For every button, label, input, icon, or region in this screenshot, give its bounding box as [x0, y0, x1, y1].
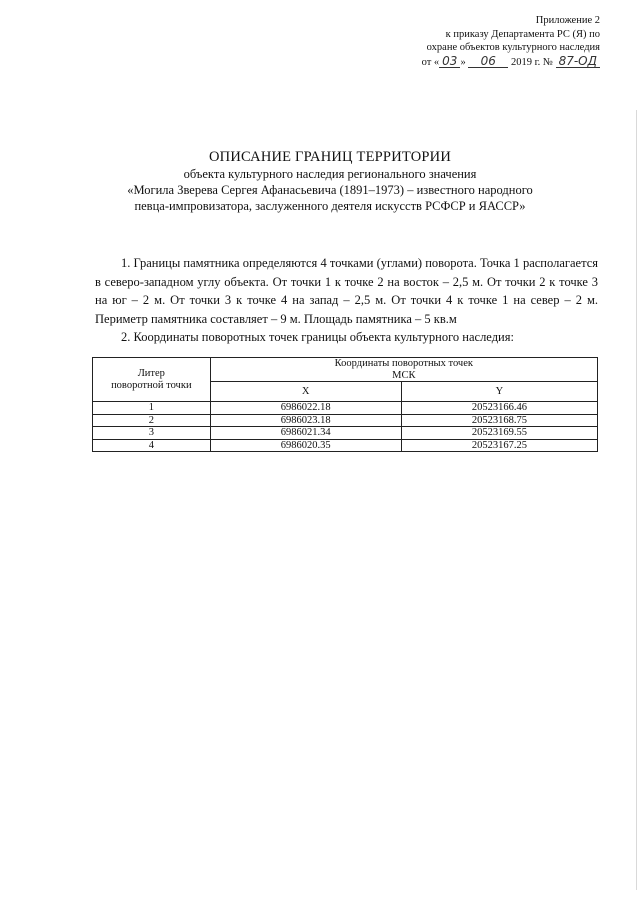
- table-row: [93, 427, 598, 440]
- order-date-number: [340, 55, 600, 70]
- paragraph-boundaries: 1. Границы памятника определяются 4 точками (углами) поворота. Точка 1 располагается в северо-западном углу объекта. От точки 1 к точке 2 на восток – 2,5 м. От точки 2 к точке 3 на юг – 2 м. От точки 3 к точке 4 на запад – 2,5 м. От точки 4 к точке 1 на север – 2 м. Периметр памятника составляет – 9 м. Площадь памятника – 5 кв.м: [95, 256, 598, 326]
- cell-y: 20523167.25: [401, 439, 597, 452]
- coordinates-table: [92, 357, 598, 452]
- col-header-x: X: [210, 382, 401, 402]
- cell-y: 20523169.55: [401, 427, 597, 440]
- order-month: 06: [468, 55, 508, 68]
- date-separator: »: [460, 56, 466, 68]
- page-edge-line: [636, 110, 637, 890]
- table-row: [93, 402, 598, 415]
- cell-x: 6986021.34: [210, 427, 401, 440]
- from-label: от «: [421, 56, 440, 68]
- cell-lit: 3: [93, 427, 211, 440]
- document-title-block: [80, 148, 580, 214]
- paragraph-coordinates-intro: 2. Координаты поворотных точек границы объекта культурного наследия:: [121, 330, 514, 344]
- year-label: 2019 г. №: [510, 56, 553, 68]
- order-day: 03: [439, 55, 460, 68]
- col-header-coordinates: Координаты поворотных точек МСК: [210, 358, 597, 382]
- col-header-y: Y: [401, 382, 597, 402]
- cell-x: 6986023.18: [210, 414, 401, 427]
- cell-lit: 2: [93, 414, 211, 427]
- cell-x: 6986020.35: [210, 439, 401, 452]
- appendix-line-3: охране объектов культурного наследия: [426, 42, 600, 53]
- table-row: [93, 414, 598, 427]
- cell-y: 20523166.46: [401, 402, 597, 415]
- subtitle-line-3: певца-импровизатора, заслуженного деятеля искусств РСФСР и ЯАССР»: [134, 199, 526, 213]
- cell-lit: 4: [93, 439, 211, 452]
- appendix-header: [340, 14, 600, 69]
- order-number: 87-ОД: [556, 55, 600, 68]
- cell-y: 20523168.75: [401, 414, 597, 427]
- document-title: ОПИСАНИЕ ГРАНИЦ ТЕРРИТОРИИ: [208, 149, 452, 165]
- appendix-line-1: Приложение 2: [535, 15, 600, 26]
- body-text: [95, 254, 598, 347]
- cell-lit: 1: [93, 402, 211, 415]
- subtitle-line-2: «Могила Зверева Сергея Афанасьевича (1891–1973) – известного народного: [127, 183, 533, 197]
- cell-x: 6986022.18: [210, 402, 401, 415]
- appendix-line-2: к приказу Департамента РС (Я) по: [445, 28, 600, 40]
- table-row: [93, 439, 598, 452]
- subtitle-line-1: объекта культурного наследия регионального значения: [183, 167, 477, 181]
- col-header-liter: Литер поворотной точки: [93, 358, 211, 402]
